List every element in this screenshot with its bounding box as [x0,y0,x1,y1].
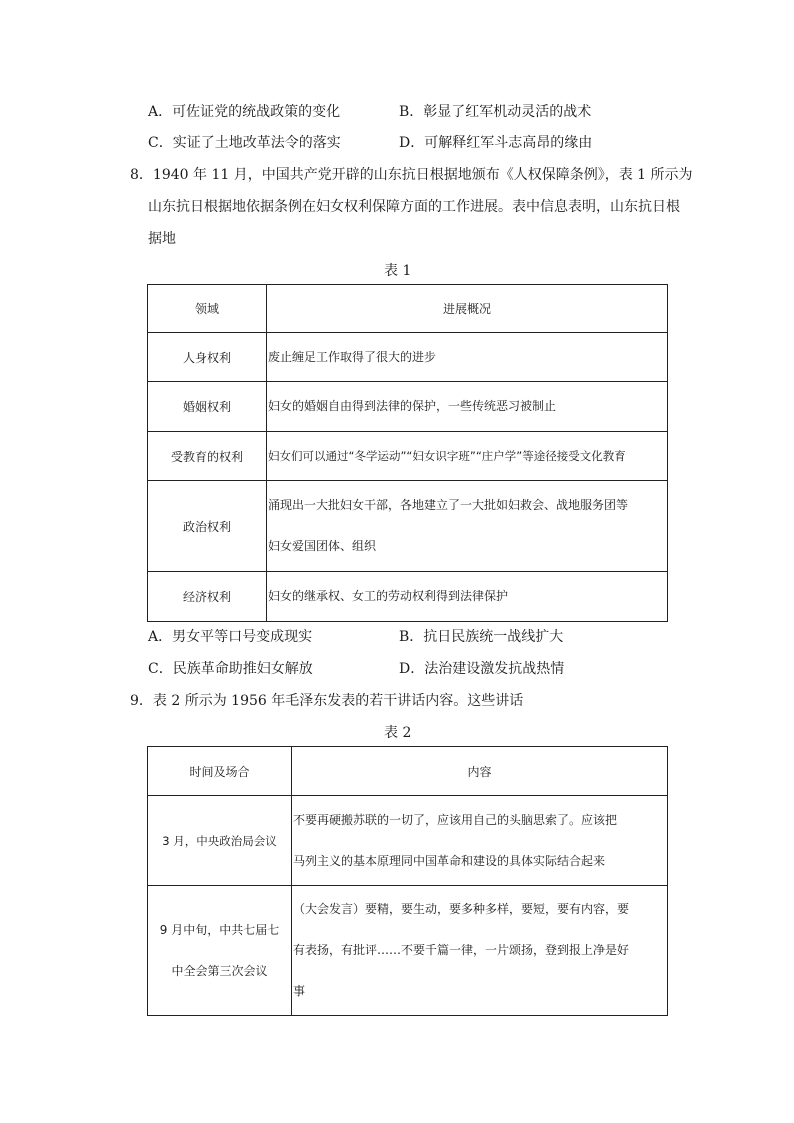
table2-header-content: 内容 [292,747,668,796]
table-row [148,886,668,1016]
table-row [148,481,668,572]
table1-header-row [148,285,668,333]
table1-header-field: 领域 [148,285,267,333]
table1-field-cell: 经济权利 [148,572,267,622]
q8-number: 8． [130,167,153,183]
table1-content-cell: 妇女的继承权、女工的劳动权利得到法律保护 [267,572,668,622]
q8-option-b: B．抗日民族统一战线扩大 [399,629,564,645]
table2-content-cell: 不要再硬搬苏联的一切了，应该用自己的头脑思索了。应该把 马列主义的基本原理同中国革命和建设的具体实际结合起来 [292,796,668,886]
q8-stem-line2: 山东抗日根据地依据条例在妇女权利保障方面的工作进展。表中信息表明，山东抗日根 [148,199,680,215]
q7-option-d: D．可解释红军斗志高昂的缘由 [399,135,593,151]
table1-caption: 表 1 [384,263,412,279]
table2-caption: 表 2 [384,725,412,741]
table1 [147,284,668,622]
table1-content-cell: 涌现出一大批妇女干部，各地建立了一大批如妇救会、战地服务团等 妇女爱国团体、组织 [267,481,668,572]
q8-stem-line3: 据地 [148,231,176,247]
table2-header-row [148,747,668,796]
table2-time-cell: 9 月中旬，中共七届七 中全会第三次会议 [148,886,292,1016]
q8-option-a: A．男女平等口号变成现实 [148,629,313,645]
table1-content-cell: 废止缠足工作取得了很大的进步 [267,333,668,382]
table2 [147,746,668,1016]
q9-number: 9． [130,693,153,709]
q8-stem-line1: 8．1940 年 11 月，中国共产党开辟的山东抗日根据地颁布《人权保障条例》，表 1 所示为 [130,167,693,183]
table1-content-cell: 妇女们可以通过“冬学运动”“妇女识字班”“庄户学”等途径接受文化教育 [267,432,668,481]
table1-content-cell: 妇女的婚姻自由得到法律的保护，一些传统恶习被制止 [267,382,668,432]
q7-option-a: A．可佐证党的统战政策的变化 [148,104,341,120]
q8-option-c: C．民族革命助推妇女解放 [148,661,313,677]
table-row [148,333,668,382]
table-row [148,432,668,481]
table-row [148,796,668,886]
table2-time-cell: 3 月，中央政治局会议 [148,796,292,886]
table2-content-cell: （大会发言）要精，要生动，要多种多样，要短，要有内容，要 有表扬，有批评……不要千篇一律，一片颂扬，登到报上净是好 事 [292,886,668,1016]
table1-header-progress: 进展概况 [267,285,668,333]
q9-stem-line1: 9．表 2 所示为 1956 年毛泽东发表的若干讲话内容。这些讲话 [130,693,524,709]
table2-header-time: 时间及场合 [148,747,292,796]
table1-field-cell: 政治权利 [148,481,267,572]
table1-field-cell: 婚姻权利 [148,382,267,432]
table-row [148,382,668,432]
table1-field-cell: 受教育的权利 [148,432,267,481]
q8-option-d: D．法治建设激发抗战热情 [399,661,565,677]
q7-option-c: C．实证了土地改革法令的落实 [148,135,341,151]
table1-field-cell: 人身权利 [148,333,267,382]
q7-option-b: B．彰显了红军机动灵活的战术 [399,104,592,120]
table-row [148,572,668,622]
